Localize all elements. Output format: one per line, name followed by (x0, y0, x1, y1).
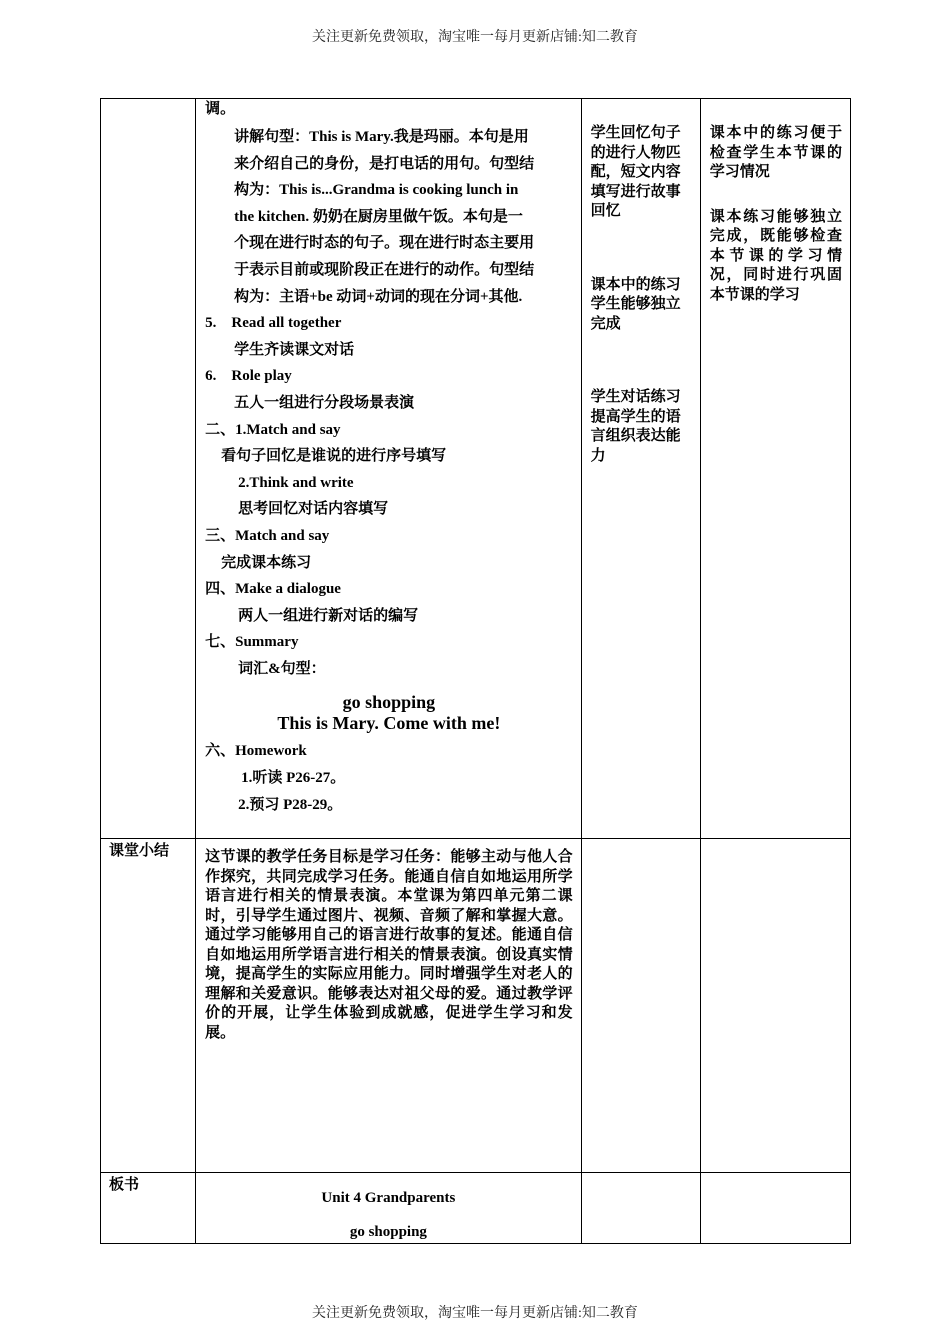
design-intent-cell (700, 99, 850, 839)
process-line: 五人一组进行分段场景表演 (234, 394, 415, 411)
summary-empty-cell (700, 839, 850, 1173)
process-line: 构为：主语+be 动词+动词的现在分词+其他. (234, 288, 523, 305)
lesson-plan-table (100, 98, 851, 1244)
process-label-cell (101, 99, 196, 839)
summary-text: 这节课的教学任务目标是学习任务：能够主动与他人合作探究，共同完成学习任务。能通自信自如地运用所学语言进行相关的情景表演。本堂课为第四单元第二课时，引导学生通过图片、视频、音频了解和掌握大意。通过学习能够用自己的语言进行故事的复述。能通自信自如地运用所学语言进行相关的情景表演。创设真实情境，提高学生的实际应用能力。同时增强学生对老人的理解和关爱意识。能够表达对祖父母的爱。通过教学评价的开展，让学生体验到成就感，促进学生学习和发展。 (196, 839, 582, 1173)
process-line: 两人一组进行新对话的编写 (238, 607, 419, 624)
process-section-homework: 六、Homework (205, 743, 307, 760)
process-line: 构为：This is...Grandma is cooking lunch in (234, 182, 519, 199)
process-section-summary: 七、Summary (205, 634, 299, 651)
board-line: go shopping (349, 1224, 427, 1240)
process-line: 词汇&句型： (238, 660, 326, 677)
summary-row (101, 839, 851, 1173)
process-section-2: 二、1.Match and say (205, 421, 341, 438)
process-line: 思考回忆对话内容填写 (238, 501, 389, 518)
summary-sentence: This is Mary. Come with me! (277, 713, 501, 734)
process-line: 个现在进行时态的句子。现在进行时态主要用 (234, 235, 535, 252)
process-line: 来介绍自己的身份，是打电话的用句。句型结 (234, 155, 535, 172)
process-line: 学生齐读课文对话 (234, 341, 355, 358)
summary-empty-cell (581, 839, 700, 1173)
board-title: Unit 4 Grandparents (321, 1190, 456, 1206)
process-step-5: 5. Read all together (205, 315, 342, 332)
board-label: 板书 (101, 1173, 196, 1244)
design-intent-text: 课本中的练习便于检查学生本节课的学习情况 (709, 123, 842, 180)
process-section-3: 三、Match and say (205, 527, 330, 544)
process-step-6: 6. Role play (205, 368, 292, 385)
homework-item: 1.听读 P26-27。 (241, 770, 346, 787)
process-row (101, 99, 851, 839)
process-line: 完成课本练习 (221, 554, 312, 571)
board-empty-cell (581, 1173, 700, 1244)
homework-item: 2.预习 P28-29。 (238, 796, 343, 813)
board-row (101, 1173, 851, 1244)
design-intent-text: 课本练习能够独立完成，既能够检查本节课的学习情况，同时进行巩固本节课的学习 (709, 206, 842, 303)
process-line: 调。 (205, 101, 236, 117)
process-line: 于表示目前或现阶段正在进行的动作。句型结 (234, 261, 535, 278)
student-activity-text: 课本中的练习学生能够独立完成 (590, 274, 681, 332)
process-line: the kitchen. 奶奶在厨房里做午饭。本句是一 (234, 208, 523, 225)
student-activity-text: 学生对话练习提高学生的语言组织表达能力 (590, 387, 681, 464)
summary-label: 课堂小结 (101, 839, 196, 1173)
student-activity-cell (581, 99, 700, 839)
student-activity-text: 学生回忆句子的进行人物匹配，短文内容填写进行故事回忆 (590, 123, 681, 219)
process-line: 看句子回忆是谁说的进行序号填写 (221, 448, 447, 465)
page-footer: 关注更新免费领取，淘宝唯一每月更新店铺:知二教育 (312, 1306, 638, 1321)
process-line: 2.Think and write (238, 474, 354, 491)
process-section-4: 四、Make a dialogue (205, 581, 341, 598)
board-empty-cell (700, 1173, 850, 1244)
page-header: 关注更新免费领取，淘宝唯一每月更新店铺:知二教育 (312, 30, 638, 45)
process-content-cell (196, 99, 582, 839)
process-line: 讲解句型：This is Mary.我是玛丽。本句是用 (234, 129, 529, 145)
board-content-cell (196, 1173, 582, 1244)
summary-phrase: go shopping (342, 692, 436, 713)
